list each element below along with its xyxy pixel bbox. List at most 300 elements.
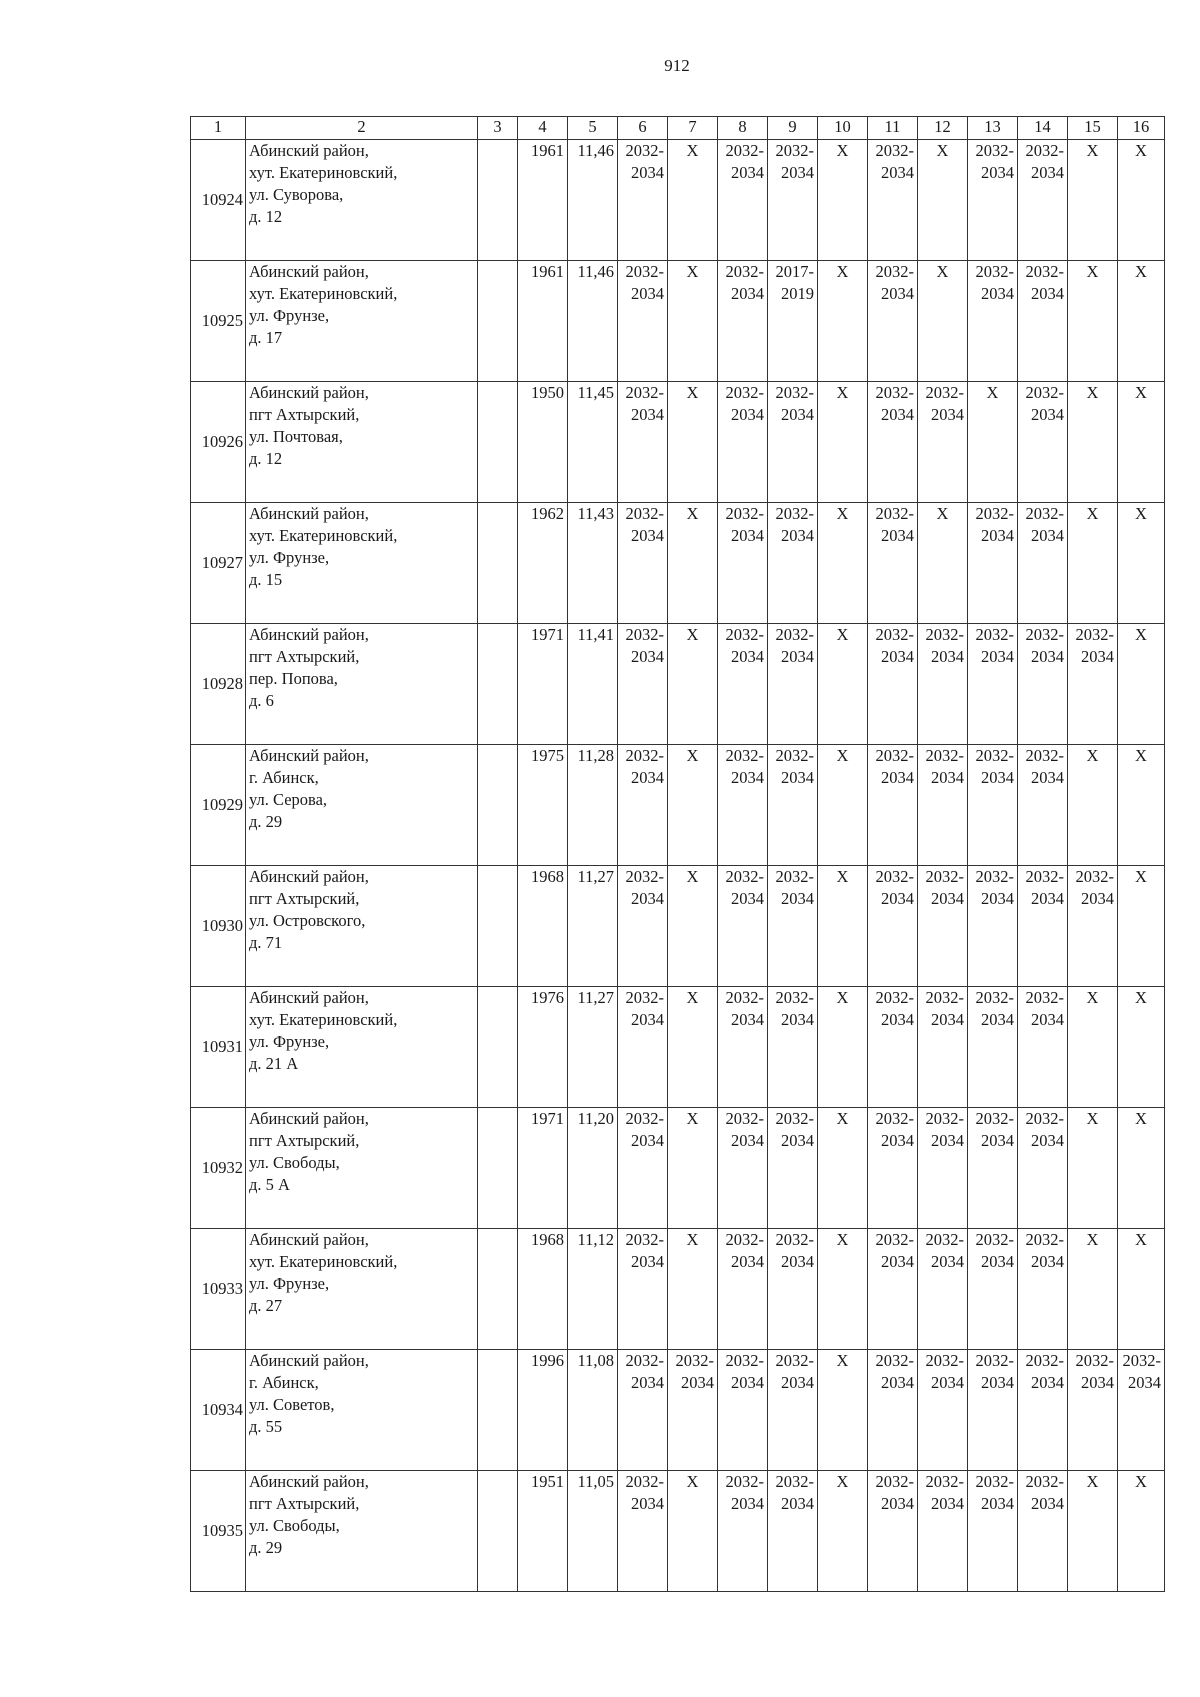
period-end: 2034 [731,1252,764,1271]
period-cell-col-6 [618,140,668,261]
period-start: 2032- [1025,1230,1064,1249]
address-line: пер. Попова, [249,669,338,688]
period-cell-col-14 [1018,624,1068,745]
period-end: 2034 [1031,889,1064,908]
period-start: 2032- [625,383,664,402]
period-cell-col-12 [918,382,968,503]
period-start: 2032- [725,867,764,886]
period-cell-col-9 [768,1471,818,1592]
table-row [191,987,1165,1108]
period-end: 2034 [781,1252,814,1271]
address-line: Абинский район, [249,988,369,1007]
period-cell-col-11 [868,866,918,987]
period-end: 2034 [1031,1252,1064,1271]
period-cell-col-9 [768,503,818,624]
value-cell: 11,43 [568,503,618,624]
address-line: ул. Фрунзе, [249,548,330,567]
period-cell-col-9 [768,624,818,745]
period-cell-col-10: Х [818,987,868,1108]
period-end: 2034 [881,889,914,908]
period-start: 2032- [1025,1472,1064,1491]
period-cell-col-15 [1068,1350,1118,1471]
table-row [191,745,1165,866]
period-end: 2034 [1031,647,1064,666]
period-start: 2032- [1075,625,1114,644]
period-end: 2034 [931,647,964,666]
period-cell-col-12 [918,745,968,866]
period-cell-col-14 [1018,1229,1068,1350]
table-row [191,382,1165,503]
period-cell-col-6 [618,987,668,1108]
period-cell-col-15: Х [1068,140,1118,261]
column-header-12: 12 [918,117,968,140]
period-start: 2032- [725,141,764,160]
period-start: 2032- [1025,746,1064,765]
period-cell-col-14 [1018,261,1068,382]
period-cell-col-7: Х [668,503,718,624]
period-start: 2032- [875,504,914,523]
period-cell-col-15: Х [1068,1108,1118,1229]
period-cell-col-13 [968,1229,1018,1350]
period-start: 2032- [875,141,914,160]
period-start: 2032- [1025,988,1064,1007]
value-cell: 11,46 [568,140,618,261]
period-cell-col-8 [718,503,768,624]
period-cell-col-16: Х [1118,987,1165,1108]
column-header-15: 15 [1068,117,1118,140]
period-cell-col-6 [618,1471,668,1592]
period-end: 2034 [631,284,664,303]
year-cell: 1961 [518,140,568,261]
period-end: 2034 [1031,1373,1064,1392]
period-cell-col-13 [968,261,1018,382]
address-line: д. 29 [249,1538,283,1557]
address-line: ул. Свободы, [249,1516,340,1535]
period-start: 2032- [725,746,764,765]
period-end: 2034 [981,1373,1014,1392]
address-line: д. 6 [249,691,274,710]
year-cell: 1968 [518,866,568,987]
period-cell-col-16: Х [1118,503,1165,624]
row-id: 10935 [191,1471,246,1592]
column-3-cell [478,140,518,261]
column-3-cell [478,745,518,866]
period-start: 2032- [875,746,914,765]
period-start: 2032- [975,504,1014,523]
period-start: 2032- [625,1351,664,1370]
period-start: 2032- [925,383,964,402]
period-cell-col-13 [968,503,1018,624]
period-start: 2032- [1075,1351,1114,1370]
address-cell [246,624,478,745]
period-cell-col-10: Х [818,140,868,261]
period-cell-col-10: Х [818,1350,868,1471]
period-end: 2034 [981,163,1014,182]
row-id: 10928 [191,624,246,745]
column-3-cell [478,1471,518,1592]
address-line: хут. Екатериновский, [249,1010,398,1029]
period-cell-col-10: Х [818,1471,868,1592]
column-3-cell [478,1229,518,1350]
period-end: 2034 [631,889,664,908]
period-start: 2032- [1025,141,1064,160]
period-cell-col-16: Х [1118,624,1165,745]
year-cell: 1971 [518,1108,568,1229]
address-line: Абинский район, [249,1230,369,1249]
period-cell-col-14 [1018,987,1068,1108]
address-cell [246,745,478,866]
period-cell-col-7: Х [668,1471,718,1592]
period-end: 2034 [731,889,764,908]
period-end: 2034 [1128,1373,1161,1392]
period-end: 2034 [981,284,1014,303]
period-end: 2034 [781,1494,814,1513]
period-cell-col-12: Х [918,503,968,624]
period-start: 2032- [725,1109,764,1128]
period-start: 2032- [625,1472,664,1491]
address-line: д. 27 [249,1296,283,1315]
address-line: Абинский район, [249,625,369,644]
address-cell [246,1350,478,1471]
row-id: 10930 [191,866,246,987]
period-end: 2034 [981,1010,1014,1029]
period-start: 2032- [775,746,814,765]
period-end: 2034 [981,768,1014,787]
column-header-2: 2 [246,117,478,140]
period-start: 2032- [775,141,814,160]
period-start: 2017- [775,262,814,281]
period-end: 2034 [1081,1373,1114,1392]
period-end: 2034 [931,768,964,787]
period-start: 2032- [975,988,1014,1007]
period-cell-col-14 [1018,503,1068,624]
period-cell-col-16: Х [1118,866,1165,987]
period-start: 2032- [925,1109,964,1128]
period-cell-col-8 [718,140,768,261]
period-cell-col-16: Х [1118,1229,1165,1350]
period-start: 2032- [875,1472,914,1491]
address-line: ул. Советов, [249,1395,335,1414]
row-id: 10927 [191,503,246,624]
value-cell: 11,41 [568,624,618,745]
value-cell: 11,12 [568,1229,618,1350]
year-cell: 1968 [518,1229,568,1350]
period-end: 2034 [731,405,764,424]
address-cell [246,140,478,261]
period-start: 2032- [875,383,914,402]
period-end: 2034 [631,1131,664,1150]
period-start: 2032- [925,746,964,765]
period-start: 2032- [875,1351,914,1370]
period-end: 2034 [881,163,914,182]
column-header-1: 1 [191,117,246,140]
column-header-7: 7 [668,117,718,140]
period-end: 2034 [1081,647,1114,666]
period-start: 2032- [725,504,764,523]
column-header-11: 11 [868,117,918,140]
period-start: 2032- [625,262,664,281]
period-cell-col-9 [768,140,818,261]
row-id: 10934 [191,1350,246,1471]
period-start: 2032- [725,262,764,281]
address-cell [246,1229,478,1350]
period-end: 2034 [781,647,814,666]
period-start: 2032- [775,1109,814,1128]
period-end: 2034 [631,1494,664,1513]
column-3-cell [478,624,518,745]
period-cell-col-13 [968,745,1018,866]
year-cell: 1950 [518,382,568,503]
period-start: 2032- [625,1230,664,1249]
period-cell-col-10: Х [818,1229,868,1350]
column-header-9: 9 [768,117,818,140]
period-end: 2034 [981,647,1014,666]
period-start: 2032- [875,1109,914,1128]
period-start: 2032- [625,625,664,644]
period-cell-col-11 [868,745,918,866]
period-start: 2032- [775,504,814,523]
period-cell-col-9 [768,987,818,1108]
period-start: 2032- [1025,1109,1064,1128]
period-cell-col-14 [1018,140,1068,261]
address-line: ул. Свободы, [249,1153,340,1172]
period-start: 2032- [725,625,764,644]
period-end: 2034 [631,526,664,545]
period-cell-col-11 [868,987,918,1108]
period-cell-col-8 [718,1350,768,1471]
period-cell-col-11 [868,624,918,745]
period-start: 2032- [775,625,814,644]
period-end: 2034 [881,1494,914,1513]
period-cell-col-6 [618,624,668,745]
year-cell: 1971 [518,624,568,745]
period-end: 2034 [931,405,964,424]
address-line: ул. Почтовая, [249,427,343,446]
address-cell [246,987,478,1108]
column-header-13: 13 [968,117,1018,140]
period-start: 2032- [625,1109,664,1128]
address-line: Абинский район, [249,262,369,281]
period-end: 2034 [731,647,764,666]
year-cell: 1975 [518,745,568,866]
period-cell-col-8 [718,745,768,866]
period-end: 2034 [781,1010,814,1029]
period-start: 2032- [625,867,664,886]
period-start: 2032- [975,1109,1014,1128]
period-start: 2032- [875,262,914,281]
period-end: 2034 [881,526,914,545]
period-start: 2032- [975,262,1014,281]
period-start: 2032- [925,1351,964,1370]
period-cell-col-14 [1018,382,1068,503]
period-start: 2032- [1025,625,1064,644]
period-cell-col-8 [718,1108,768,1229]
period-start: 2032- [975,867,1014,886]
period-start: 2032- [625,988,664,1007]
period-end: 2034 [681,1373,714,1392]
address-line: ул. Фрунзе, [249,1032,330,1051]
period-cell-col-8 [718,261,768,382]
address-line: Абинский район, [249,867,369,886]
column-header-10: 10 [818,117,868,140]
address-line: пгт Ахтырский, [249,647,360,666]
period-end: 2034 [881,284,914,303]
period-cell-col-8 [718,987,768,1108]
period-start: 2032- [925,867,964,886]
address-line: д. 15 [249,570,283,589]
period-cell-col-7: Х [668,987,718,1108]
address-cell [246,503,478,624]
address-line: пгт Ахтырский, [249,405,360,424]
period-cell-col-8 [718,866,768,987]
value-cell: 11,08 [568,1350,618,1471]
row-id: 10924 [191,140,246,261]
period-cell-col-15: Х [1068,1471,1118,1592]
address-cell [246,261,478,382]
period-cell-col-8 [718,382,768,503]
period-cell-col-9 [768,866,818,987]
period-start: 2032- [975,1351,1014,1370]
period-cell-col-9 [768,1108,818,1229]
period-cell-col-7: Х [668,140,718,261]
period-start: 2032- [725,988,764,1007]
period-end: 2034 [631,163,664,182]
period-end: 2034 [731,1494,764,1513]
period-cell-col-12 [918,1350,968,1471]
period-end: 2034 [631,405,664,424]
period-end: 2034 [1031,284,1064,303]
period-cell-col-15: Х [1068,987,1118,1108]
period-end: 2019 [781,284,814,303]
year-cell: 1951 [518,1471,568,1592]
period-cell-col-7: Х [668,382,718,503]
period-start: 2032- [775,867,814,886]
period-end: 2034 [631,1010,664,1029]
period-cell-col-7: Х [668,1229,718,1350]
address-line: хут. Екатериновский, [249,526,398,545]
table-row [191,1108,1165,1229]
period-cell-col-14 [1018,1350,1068,1471]
period-cell-col-10: Х [818,866,868,987]
period-cell-col-12 [918,1108,968,1229]
address-cell [246,866,478,987]
period-cell-col-6 [618,503,668,624]
period-cell-col-15: Х [1068,745,1118,866]
period-cell-col-10: Х [818,624,868,745]
table-row [191,140,1165,261]
period-start: 2032- [975,1230,1014,1249]
period-end: 2034 [881,768,914,787]
period-cell-col-11 [868,1108,918,1229]
address-line: Абинский район, [249,746,369,765]
period-cell-col-13 [968,866,1018,987]
period-cell-col-16: Х [1118,1108,1165,1229]
address-line: д. 71 [249,933,283,952]
period-end: 2034 [931,889,964,908]
period-end: 2034 [781,889,814,908]
period-cell-col-6 [618,1229,668,1350]
value-cell: 11,27 [568,987,618,1108]
period-end: 2034 [631,1252,664,1271]
period-cell-col-8 [718,1229,768,1350]
period-cell-col-8 [718,624,768,745]
period-start: 2032- [1122,1351,1161,1370]
value-cell: 11,45 [568,382,618,503]
period-end: 2034 [1031,1131,1064,1150]
period-start: 2032- [625,141,664,160]
column-header-6: 6 [618,117,668,140]
row-id: 10926 [191,382,246,503]
value-cell: 11,27 [568,866,618,987]
address-line: хут. Екатериновский, [249,1252,398,1271]
period-cell-col-6 [618,1350,668,1471]
period-start: 2032- [625,746,664,765]
period-cell-col-9 [768,1350,818,1471]
period-end: 2034 [781,405,814,424]
period-cell-col-15 [1068,624,1118,745]
period-cell-col-11 [868,140,918,261]
address-cell [246,1471,478,1592]
table-row [191,624,1165,745]
address-line: Абинский район, [249,1351,369,1370]
period-start: 2032- [975,625,1014,644]
column-header-16: 16 [1118,117,1165,140]
period-start: 2032- [775,988,814,1007]
address-line: д. 12 [249,449,283,468]
period-cell-col-13 [968,987,1018,1108]
table-body [191,117,1165,1592]
period-cell-col-12: Х [918,140,968,261]
period-cell-col-15: Х [1068,503,1118,624]
period-start: 2032- [925,1472,964,1491]
period-cell-col-11 [868,503,918,624]
address-line: д. 21 А [249,1054,299,1073]
period-start: 2032- [1075,867,1114,886]
address-line: д. 17 [249,328,283,347]
period-end: 2034 [1031,526,1064,545]
period-cell-col-6 [618,1108,668,1229]
period-end: 2034 [781,768,814,787]
period-cell-col-11 [868,1350,918,1471]
column-header-14: 14 [1018,117,1068,140]
period-cell-col-11 [868,261,918,382]
period-cell-col-11 [868,1229,918,1350]
period-start: 2032- [1025,262,1064,281]
period-cell-col-13 [968,140,1018,261]
period-cell-col-6 [618,382,668,503]
row-id: 10932 [191,1108,246,1229]
address-line: Абинский район, [249,141,369,160]
period-cell-col-15 [1068,866,1118,987]
address-line: д. 5 А [249,1175,290,1194]
period-cell-col-16: Х [1118,382,1165,503]
period-cell-col-6 [618,261,668,382]
address-line: Абинский район, [249,504,369,523]
column-3-cell [478,503,518,624]
period-end: 2034 [931,1373,964,1392]
period-start: 2032- [925,1230,964,1249]
address-line: Абинский район, [249,383,369,402]
period-cell-col-6 [618,745,668,866]
address-line: д. 12 [249,207,283,226]
period-cell-col-13: Х [968,382,1018,503]
period-cell-col-7: Х [668,261,718,382]
period-cell-col-12 [918,987,968,1108]
period-cell-col-9 [768,382,818,503]
column-3-cell [478,382,518,503]
period-end: 2034 [881,1131,914,1150]
period-start: 2032- [725,1230,764,1249]
